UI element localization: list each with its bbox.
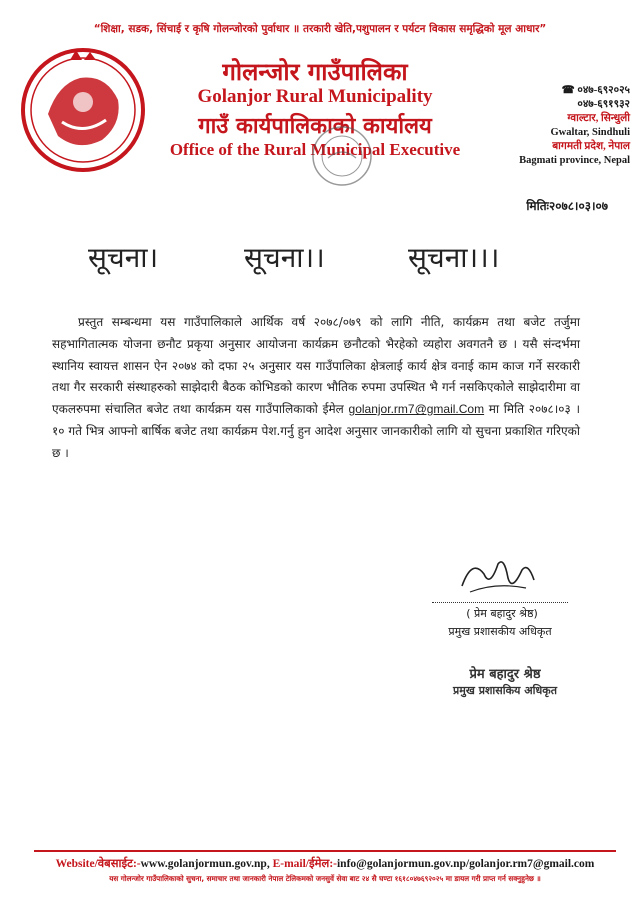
contact-block xyxy=(480,84,630,168)
title-nepali: गोलन्जोर गाउँपालिका xyxy=(222,58,408,86)
signatory-name: ( प्रेम बहादुर श्रेष्ठ) xyxy=(466,607,538,620)
body-text-part-2: मा मिति २०७८।०३ ।१० गते भित्र आफ्नो बार्षिक बजेट तथा कार्यक्रम पेश.गर्नु हुन आदेश अनुसार जानकारीको लागि यो सुचना प्रकाशित गरिएको छ । xyxy=(52,402,580,460)
office-seal-icon xyxy=(310,124,374,188)
signature-line xyxy=(432,602,568,603)
body-email-link[interactable]: golanjor.rm7@gmail.Com xyxy=(348,402,485,417)
signatory-title: प्रमुख प्रशासकीय अधिकृत xyxy=(448,625,552,638)
office-english: Office of the Rural Municipal Executive xyxy=(169,140,461,159)
province-english: Bagmati province, Nepal xyxy=(519,155,630,166)
phone-icon: ☎ xyxy=(561,85,575,96)
notice-body xyxy=(52,312,580,465)
stamp-title: प्रमुख प्रशासकिय अधिकृत xyxy=(453,684,557,697)
phone-2: ०४७-६९१९३२ xyxy=(577,99,630,110)
municipality-logo-icon xyxy=(18,44,148,174)
header-motto: “शिक्षा, सडक, सिंचाई र कृषि गोलन्जोरको पुर्वाधार ॥ तरकारी खेति,पशुपालन र पर्यटन विकास समृद्धिको मूल आधार” xyxy=(93,23,547,35)
email-label: E-mail/ईमेल:- xyxy=(269,858,337,870)
notice-heading-3: सूचना।।। xyxy=(408,241,500,274)
website-link[interactable]: www.golanjormun.gov.np, xyxy=(140,858,270,870)
signature-icon xyxy=(450,552,540,600)
province-nepali: बागमती प्रदेश, नेपाल xyxy=(552,141,630,152)
phone-1: ०४७-६९२०२५ xyxy=(577,85,630,96)
body-text-part-1: प्रस्तुत सम्बन्धमा यस गाउँपालिकाले आर्थिक वर्ष २०७८/०७९ को लागि नीति, कार्यक्रम तथा बजेट तर्जुमा सहभागितात्मक योजना छनौट प्रकृया अनुसार आयोजना कार्यक्रम छनौटको भैरहेको व्यहोरा अवगतनै छ । यसै संन्दर्भमा स्थानिय स्वायत्त शासन ऐन २०७४ को दफा २५ अनुसार यस गाउँपालिका क्षेत्रलाई कार्य क्षेत्र वनाई काम काज गर्ने सरकारी तथा गैर सरकारी संस्थाहरुको साझेदारी बैठक कोभिडको कारण भौतिक रुपमा उपस्थित भै गर्न नसकिएकोले साझेदारीमा वा एकलरुपमा संचालित बजेट तथा कार्यक्रम यस गाउँपालिकाको ईमेल xyxy=(52,315,580,417)
notice-heading-2: सूचना।। xyxy=(244,241,325,274)
stamp-name: प्रेम बहादुर श्रेष्ठ xyxy=(469,667,541,682)
footer-contact xyxy=(34,856,616,871)
place-english: Gwaltar, Sindhuli xyxy=(550,127,630,138)
office-nepali: गाउँ कार्यपालिकाको कार्यालय xyxy=(198,114,432,139)
footer-note: यस गोलन्जोर गाउँपालिकाको सुचना, समाचार तथा जानकारी नेपाल टेलिकमको जनसुर्वे सेवा बाट २४ सै घण्टा १६१८०४७६९२०२५ मा डायल गरी प्राप्त गर्न सक्नुहुनेछ ॥ xyxy=(109,874,541,883)
notice-heading-1: सूचना। xyxy=(88,241,159,274)
website-label: Website/वेबसाईट:- xyxy=(55,858,141,870)
title-english: Golanjor Rural Municipality xyxy=(197,86,433,107)
place-nepali: ग्वाल्टार, सिन्धुली xyxy=(567,113,630,124)
footer-email-link[interactable]: info@golanjormun.gov.np/golanjor.rm7@gmail.com xyxy=(336,858,595,870)
footer-divider xyxy=(34,850,616,852)
notice-date: मितिः२०७८।०३।०७ xyxy=(526,199,608,213)
